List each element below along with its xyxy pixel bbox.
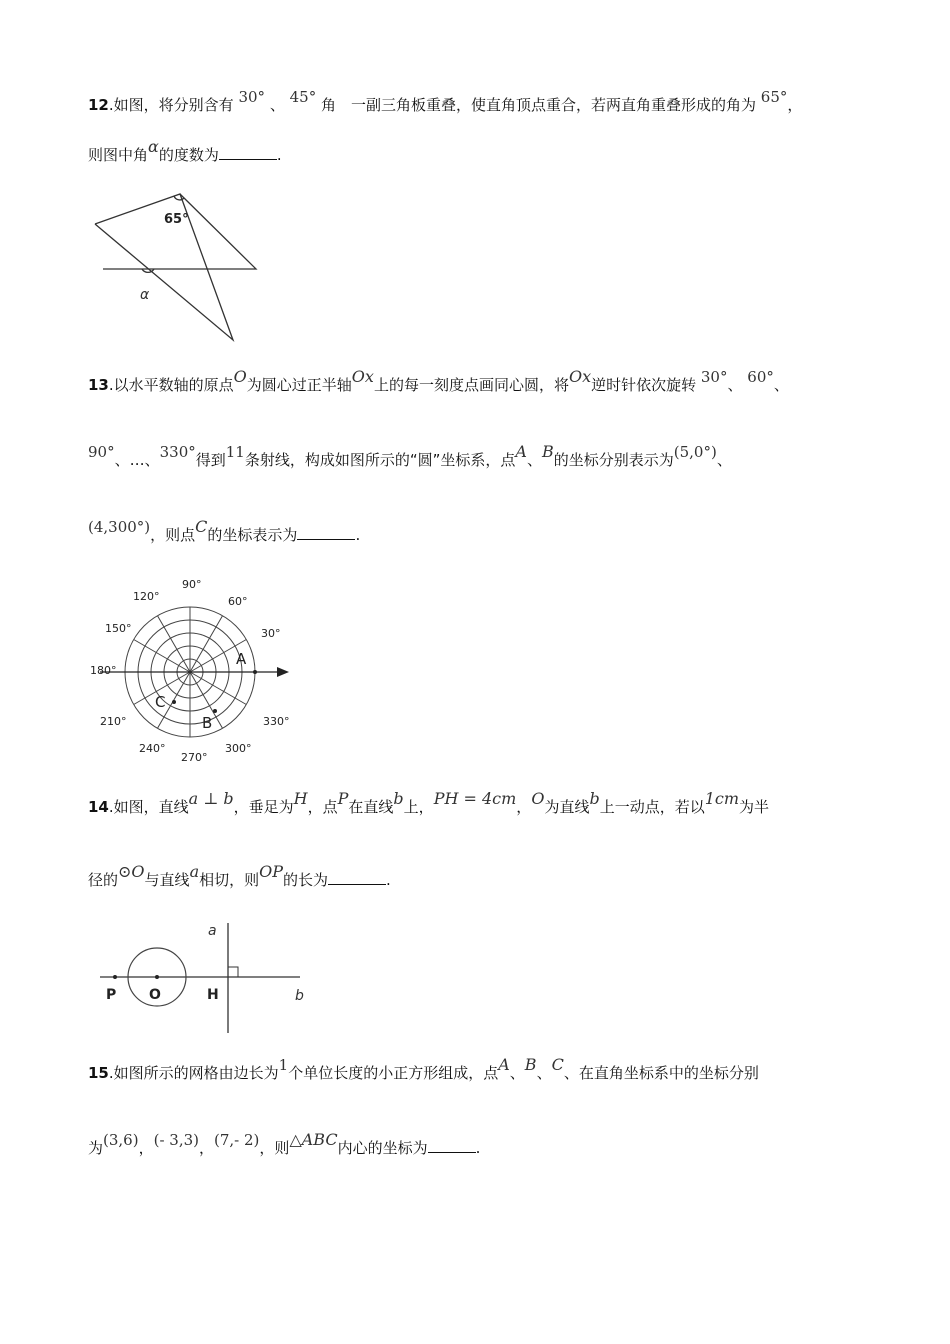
q15-answer-blank[interactable] (428, 1138, 476, 1153)
q14-text: 的长为 (283, 871, 329, 889)
q13-fig-A: A (236, 650, 247, 668)
q14-text: .如图，直线 (108, 798, 189, 816)
q12-line1 (88, 88, 803, 115)
q12-angle-65: 65° (760, 88, 788, 106)
q15-triangle: △ABC (289, 1130, 338, 1149)
q13-text: . (355, 526, 361, 544)
q14-text: 在直线 (348, 798, 394, 816)
q14-text: ，垂足为 (233, 798, 294, 816)
q15-C: C (551, 1055, 564, 1074)
polar-angle-label: 270° (181, 751, 208, 764)
q14-text: 为半 (739, 798, 770, 816)
q14-b: b (589, 789, 600, 808)
q14-O: O (531, 789, 545, 808)
q13-text: 、 (716, 451, 732, 469)
q15-coordC: (7,- 2) (214, 1131, 260, 1149)
q15-sep: 、 (536, 1064, 552, 1082)
q15-sep: 、 (509, 1064, 525, 1082)
q13-text: ，则点 (150, 526, 196, 544)
q12-text: .如图，将分别含有 (108, 96, 234, 114)
q14-fig-b: b (295, 988, 304, 1004)
q15-text: ，则 (259, 1139, 290, 1157)
q12-angle-45: 45° (289, 88, 317, 106)
q15-sep: ， (138, 1139, 154, 1157)
q13-Ox: Ox (351, 367, 374, 386)
q13-figure (85, 575, 295, 770)
q15-line1 (88, 1055, 759, 1083)
polar-angle-label: 300° (225, 742, 252, 755)
q13-text: 上的每一刻度点画同心圆，将 (373, 376, 569, 394)
q15-coordB: (- 3,3) (153, 1131, 199, 1149)
q12-text: 的度数为 (158, 146, 219, 164)
q14-fig-O: O (149, 987, 161, 1003)
q14-text: 上一动点，若以 (599, 798, 705, 816)
q12-angle-30: 30° (238, 88, 266, 106)
q13-text: 逆时针依次旋转 (591, 376, 697, 394)
q13-angle: 60° (747, 368, 774, 386)
q12-answer-blank[interactable] (219, 145, 277, 160)
polar-angle-label: 60° (228, 595, 248, 608)
q14-text: 为直线 (544, 798, 590, 816)
q13-text: 的坐标表示为 (207, 526, 298, 544)
q13-sep: 、 (773, 376, 789, 394)
q12-figure (88, 188, 268, 348)
q15-text: .如图所示的网格由边长为 (108, 1064, 279, 1082)
q13-A: A (515, 442, 527, 461)
q12-text: ， (787, 96, 803, 114)
q13-text: 得到 (195, 451, 226, 469)
q13-B: B (541, 442, 554, 461)
q14-fig-P: P (106, 987, 117, 1003)
polar-angle-label: 330° (263, 715, 290, 728)
q14-circO: ⊙O (118, 862, 145, 881)
polar-angle-label: 210° (100, 715, 127, 728)
q14-radius: 1cm (704, 789, 740, 808)
q13-sep: 、 (526, 451, 542, 469)
q15-text: 为 (88, 1139, 104, 1157)
q15-line2 (88, 1130, 481, 1158)
q15-B: B (524, 1055, 537, 1074)
q14-text: 上， (403, 798, 434, 816)
q12-text: . (276, 146, 282, 164)
q13-angle: 330° (159, 443, 196, 461)
q12-fig-65: 65° (164, 212, 189, 227)
q13-text: 条射线，构成如图所示的“圆”坐标系，点 (244, 451, 516, 469)
q15-text: 内心的坐标为 (337, 1139, 428, 1157)
q15-text: 、在直角坐标系中的坐标分别 (563, 1064, 759, 1082)
q15-coordA: (3,6) (103, 1131, 139, 1149)
q13-answer-blank[interactable] (297, 525, 355, 540)
q14-H: H (293, 789, 308, 808)
q14-fig-H: H (207, 987, 219, 1003)
q13-fig-C: C (155, 693, 166, 711)
q13-text: 、…、 (114, 451, 160, 469)
q15-n1: 1 (278, 1056, 289, 1074)
q13-line2 (88, 442, 732, 470)
q13-coordA: (5,0°) (673, 443, 717, 461)
q13-sep: 、 (727, 376, 743, 394)
q13-Ox: Ox (568, 367, 592, 386)
q12-fig-alpha: α (140, 287, 150, 303)
q13-text: .以水平数轴的原点 (108, 376, 234, 394)
q14-line2 (88, 862, 391, 890)
q15-text: 个单位长度的小正方形组成，点 (288, 1064, 499, 1082)
q14-text: 相切，则 (199, 871, 260, 889)
q13-n11: 11 (225, 443, 245, 461)
q15-A: A (498, 1055, 510, 1074)
q13-fig-B: B (202, 714, 213, 732)
q13-number: 13 (88, 376, 109, 394)
polar-angle-label: 90° (182, 578, 202, 591)
polar-angle-label: 120° (133, 590, 160, 603)
polar-angle-label: 30° (261, 627, 281, 640)
q14-OP: OP (259, 862, 284, 881)
q14-text: 径的 (88, 871, 119, 889)
q14-line1 (88, 789, 770, 817)
q14-text: 与直线 (144, 871, 190, 889)
polar-angle-label: 180° (90, 664, 117, 677)
polar-angle-label: 240° (139, 742, 166, 755)
q14-perp: a ⊥ b (188, 789, 234, 808)
q15-number: 15 (88, 1064, 109, 1082)
q13-angle: 90° (88, 443, 115, 461)
q15-text: . (475, 1139, 481, 1157)
q13-C: C (195, 517, 208, 536)
q14-b: b (393, 789, 404, 808)
q12-alpha: α (148, 137, 159, 156)
q14-text: . (386, 871, 391, 889)
q14-PH: PH = 4cm (433, 789, 517, 808)
q13-line3 (88, 517, 361, 545)
q13-O: O (233, 367, 247, 386)
q13-text: 为圆心过正半轴 (246, 376, 352, 394)
q13-angle: 30° (700, 368, 728, 386)
q14-answer-blank[interactable] (328, 870, 386, 885)
q12-text: 角 一副三角板重叠，使直角顶点重合，若两直角重叠形成的角为 (320, 96, 756, 114)
q15-sep: ， (199, 1139, 215, 1157)
q14-number: 14 (88, 798, 109, 816)
q14-text: ，点 (307, 798, 338, 816)
q12-sep: 、 (269, 96, 285, 114)
q14-fig-a: a (208, 923, 217, 939)
q14-P: P (337, 789, 349, 808)
q12-number: 12 (88, 96, 109, 114)
q13-line1 (88, 367, 789, 395)
q13-coordB: (4,300°) (88, 518, 151, 536)
q14-a: a (189, 862, 200, 881)
q12-line2 (88, 137, 282, 165)
q13-text: 的坐标分别表示为 (553, 451, 674, 469)
q14-figure (95, 915, 320, 1040)
polar-angle-label: 150° (105, 622, 132, 635)
q12-text: 则图中角 (88, 146, 149, 164)
q14-text: ， (516, 798, 532, 816)
